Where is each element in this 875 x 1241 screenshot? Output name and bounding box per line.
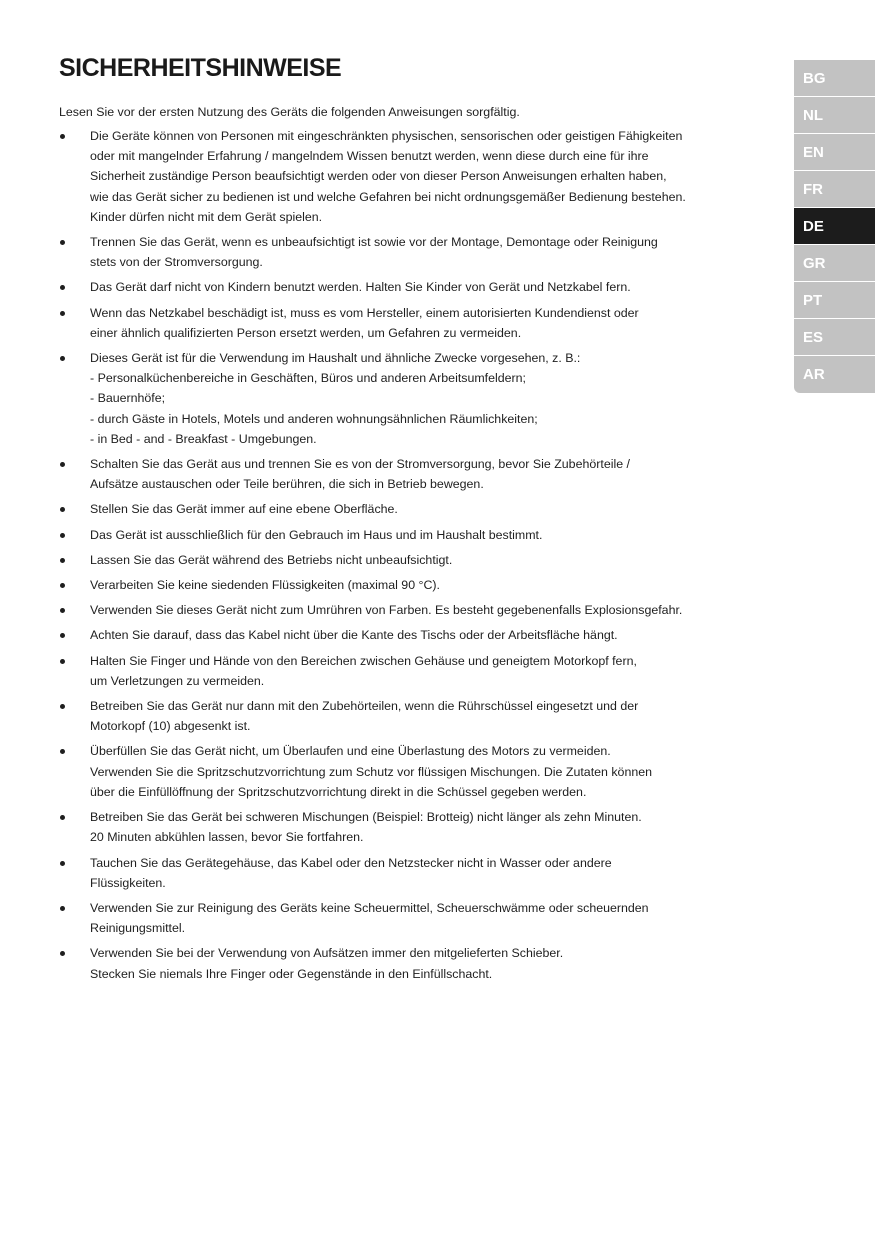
language-tab-pt[interactable]: PT [794, 282, 875, 319]
language-tab-ar[interactable]: AR [803, 366, 825, 383]
list-item [59, 499, 789, 519]
list-item [59, 741, 789, 802]
language-tab-fr[interactable]: FR [794, 171, 875, 208]
list-item-line: Das Gerät darf nicht von Kindern benutzt werden. Halten Sie Kinder von Gerät und Netzkabel fern. [90, 280, 631, 295]
list-item [59, 126, 789, 227]
list-item [59, 853, 789, 893]
list-item [59, 575, 789, 595]
list-item-line: Halten Sie Finger und Hände von den Bereichen zwischen Gehäuse und geneigtem Motorkopf fern, [90, 653, 637, 668]
list-item-line: oder mit mangelnder Erfahrung / mangelndem Wissen benutzt werden, wenn diese durch eine für ihre [90, 149, 649, 164]
language-tab-bg[interactable]: BG [794, 60, 875, 97]
list-item-line: um Verletzungen zu vermeiden. [90, 673, 265, 688]
list-item [59, 454, 789, 494]
language-sidebar [794, 60, 875, 393]
language-tab-en[interactable]: EN [794, 134, 875, 171]
list-item-line: Betreiben Sie das Gerät bei schweren Mischungen (Beispiel: Brotteig) nicht länger als zehn Minuten. [90, 810, 642, 825]
safety-instructions-list [59, 126, 789, 989]
list-item-line: Stellen Sie das Gerät immer auf eine ebene Oberfläche. [90, 502, 398, 517]
list-item [59, 277, 789, 297]
language-tab-de[interactable]: DE [794, 208, 875, 245]
list-item-line: einer ähnlich qualifizierten Person ersetzt werden, um Gefahren zu vermeiden. [90, 325, 522, 340]
list-item [59, 943, 789, 983]
list-item-line: Tauchen Sie das Gerätegehäuse, das Kabel oder den Netzstecker nicht in Wasser oder andere [90, 855, 612, 870]
list-item-line: Die Geräte können von Personen mit eingeschränkten physischen, sensorischen oder geistigen Fähigkeiten [90, 129, 683, 143]
list-item-line: Flüssigkeiten. [90, 875, 166, 890]
list-item-line: Stecken Sie niemals Ihre Finger oder Gegenstände in den Einfüllschacht. [90, 966, 493, 981]
list-item [59, 807, 789, 847]
list-item-line: über die Einfüllöffnung der Spritzschutzvorrichtung direkt in die Schüssel gegeben werden. [90, 784, 587, 799]
list-item-line: Schalten Sie das Gerät aus und trennen Sie es von der Stromversorgung, bevor Sie Zubehörteile / [90, 457, 630, 472]
list-item-line: Achten Sie darauf, dass das Kabel nicht über die Kante des Tischs oder der Arbeitsfläche hängt. [90, 628, 618, 643]
list-item [59, 600, 789, 620]
list-item [59, 651, 789, 691]
list-item [59, 303, 789, 343]
list-item-line: Verwenden Sie dieses Gerät nicht zum Umrühren von Farben. Es besteht gegebenenfalls Explosionsgefahr. [90, 603, 683, 618]
list-item-line: stets von der Stromversorgung. [90, 255, 263, 270]
list-item-line: - durch Gäste in Hotels, Motels und anderen wohnungsähnlichen Räumlichkeiten; [90, 411, 538, 426]
list-item [59, 625, 789, 645]
list-item-line: Überfüllen Sie das Gerät nicht, um Überlaufen und eine Überlastung des Motors zu vermeiden. [90, 744, 611, 759]
list-item-line: Das Gerät ist ausschließlich für den Gebrauch im Haus und im Haushalt bestimmt. [90, 527, 543, 542]
list-item-line: Reinigungsmittel. [90, 921, 186, 936]
list-item-line: Dieses Gerät ist für die Verwendung im Haushalt und ähnliche Zwecke vorgesehen, z. B.: [90, 351, 581, 366]
list-item-line: Verarbeiten Sie keine siedenden Flüssigkeiten (maximal 90 °C). [90, 578, 441, 593]
list-item [59, 348, 789, 449]
list-item [59, 550, 789, 570]
intro-text: Lesen Sie vor der ersten Nutzung des Geräts die folgenden Anweisungen sorgfältig. [59, 105, 520, 119]
list-item-line: 20 Minuten abkühlen lassen, bevor Sie fortfahren. [90, 830, 364, 845]
language-tab-gr[interactable]: GR [794, 245, 875, 282]
list-item [59, 898, 789, 938]
list-item-line: Verwenden Sie die Spritzschutzvorrichtung zum Schutz vor flüssigen Mischungen. Die Zutaten können [90, 764, 653, 779]
list-item-line: wie das Gerät sicher zu bedienen ist und welche Gefahren bei nicht ordnungsgemäßer Bedienung bestehen. [90, 189, 686, 204]
list-item-line: Motorkopf (10) abgesenkt ist. [90, 719, 251, 734]
list-item [59, 525, 789, 545]
list-item-line: Sicherheit zuständige Person beaufsichtigt werden oder von dieser Person Anweisungen erhalten haben, [90, 169, 667, 184]
list-item-line: Lassen Sie das Gerät während des Betriebs nicht unbeaufsichtigt. [90, 552, 453, 567]
list-item-line: Wenn das Netzkabel beschädigt ist, muss es vom Hersteller, einem autorisierten Kundendienst oder [90, 305, 639, 320]
list-item-line: Aufsätze austauschen oder Teile berühren, die sich in Betrieb bewegen. [90, 477, 484, 492]
list-item-line: Betreiben Sie das Gerät nur dann mit den Zubehörteilen, wenn die Rührschüssel eingesetzt und der [90, 699, 639, 714]
list-item-line: - in Bed - and - Breakfast - Umgebungen. [90, 431, 317, 446]
list-item-line: - Bauernhöfe; [90, 391, 166, 406]
list-item-line: Verwenden Sie zur Reinigung des Geräts keine Scheuermittel, Scheuerschwämme oder scheuernden [90, 900, 649, 915]
list-item [59, 232, 789, 272]
list-item-line: Trennen Sie das Gerät, wenn es unbeaufsichtigt ist sowie vor der Montage, Demontage oder Reinigung [90, 235, 658, 250]
list-item [59, 696, 789, 736]
page-title: SICHERHEITSHINWEISE [59, 54, 342, 82]
list-item-line: Verwenden Sie bei der Verwendung von Aufsätzen immer den mitgelieferten Schieber. [90, 946, 564, 961]
list-item-line: Kinder dürfen nicht mit dem Gerät spielen. [90, 209, 323, 224]
language-tab-es[interactable]: ES [794, 319, 875, 356]
language-tab-nl[interactable]: NL [794, 97, 875, 134]
list-item-line: - Personalküchenbereiche in Geschäften, Büros und anderen Arbeitsumfeldern; [90, 371, 527, 386]
